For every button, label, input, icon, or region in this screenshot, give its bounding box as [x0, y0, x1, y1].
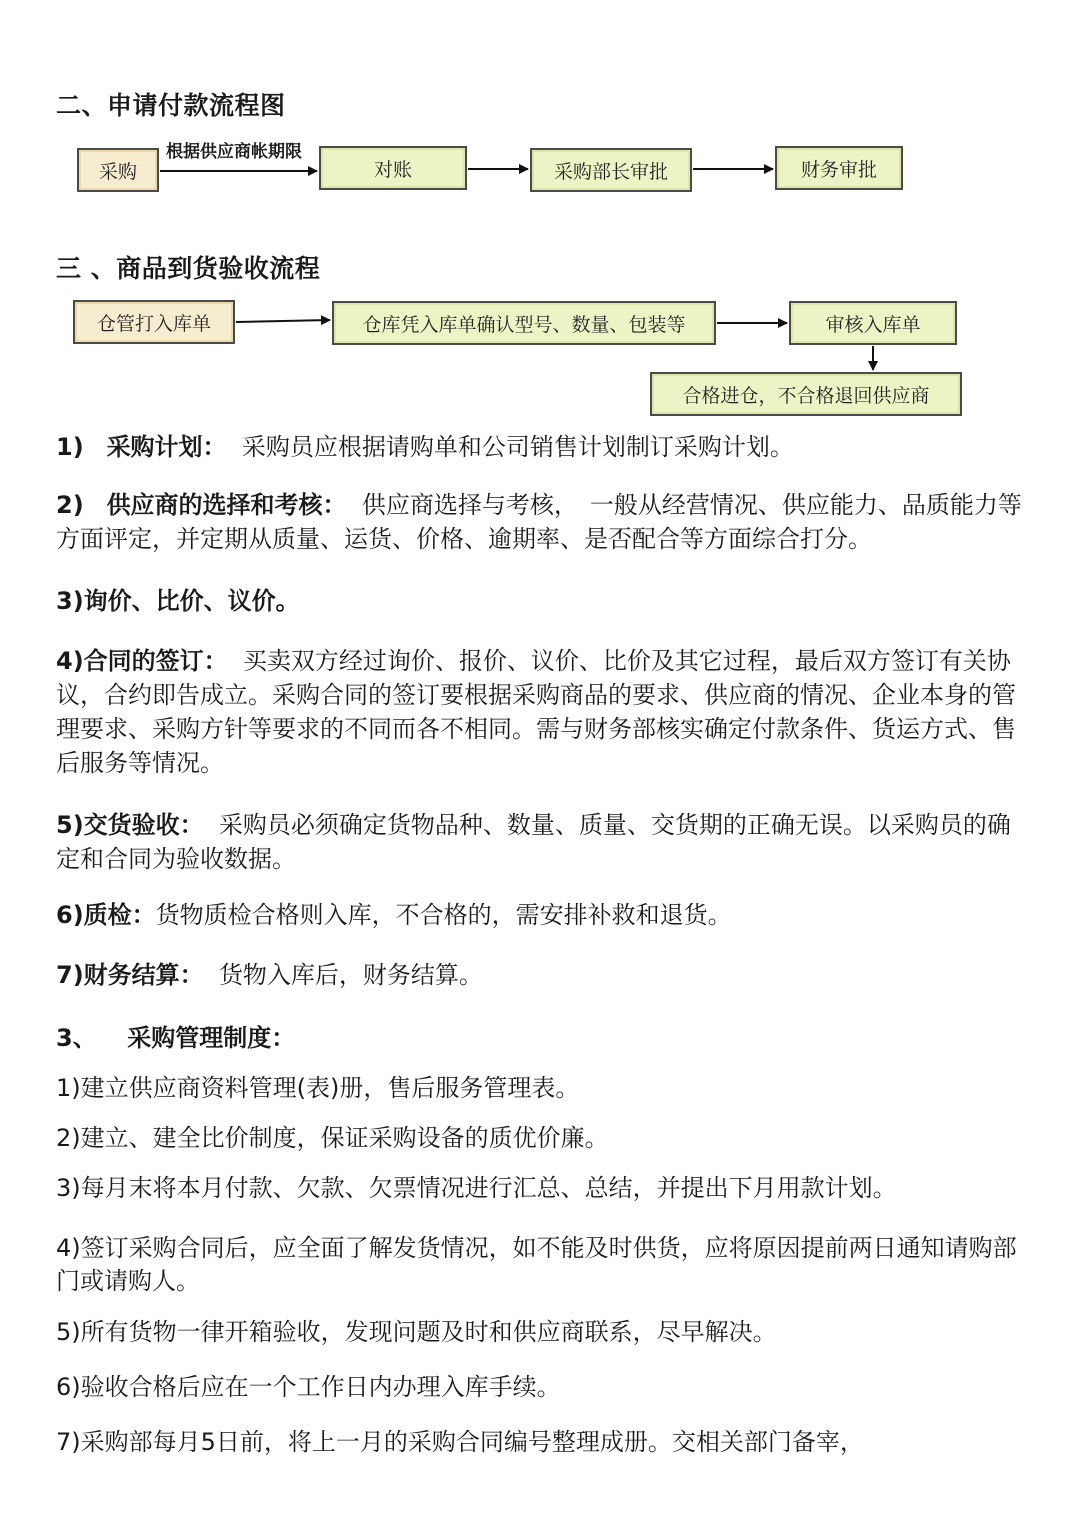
rule-1: 1)建立供应商资料管理(表)册，售后服务管理表。: [56, 1074, 580, 1102]
item-number: 2): [56, 491, 84, 519]
item-7: [56, 958, 1026, 992]
flow-step-review-entry: 审核入库单: [789, 301, 957, 345]
item-number: 1): [56, 433, 84, 461]
item-5: [56, 808, 1026, 876]
item-title: 采购计划：: [106, 433, 227, 461]
item-title: 交货验收：: [83, 811, 204, 839]
flow-step-manager-approval: 采购部长审批: [530, 148, 692, 192]
system-number: 3、: [56, 1024, 97, 1052]
flow-arrow-label: 根据供应商帐期限: [166, 142, 302, 162]
item-text: 供应商选择与考核， 一般从经营情况、供应能力、品质能力等方面评定，并定期从质量、运货、价格、逾期率、是否配合等方面综合打分。: [56, 491, 1022, 553]
item-number: 5): [56, 811, 84, 839]
item-6: [56, 898, 1026, 932]
item-title: 供应商的选择和考核：: [106, 491, 347, 519]
item-number: 7): [56, 961, 84, 989]
item-title: 财务结算：: [83, 961, 204, 989]
item-number: 6): [56, 901, 84, 929]
item-1: [56, 430, 1026, 464]
item-title: 询价、比价、议价。: [83, 587, 300, 615]
item-number: 4): [56, 647, 84, 675]
item-2: [56, 488, 1026, 556]
item-text: 货物质检合格则入库，不合格的，需安排补救和退货。: [155, 901, 732, 929]
item-text: 买卖双方经过询价、报价、议价、比价及其它过程，最后双方签订有关协议，合约即告成立。采购合同的签订要根据采购商品的要求、供应商的情况、企业本身的管理要求、采购方针等要求的不同而各不相同。需与财务部核实确定付款条件、货运方式、售后服务等情况。: [56, 647, 1016, 777]
item-text: 采购员应根据请购单和公司销售计划制订采购计划。: [241, 433, 794, 461]
system-heading: [56, 1021, 1026, 1055]
arrow-4: [236, 320, 330, 322]
item-3: [56, 584, 1026, 618]
item-title: 质检：: [83, 901, 156, 929]
flow-step-finance-approval: 财务审批: [775, 146, 903, 190]
item-4: [56, 644, 1026, 780]
item-title: 合同的签订：: [83, 647, 228, 675]
section2-heading: 二、申请付款流程图: [56, 91, 286, 120]
rule-3: 3)每月末将本月付款、欠款、欠票情况进行汇总、总结，并提出下月用款计划。: [56, 1174, 897, 1202]
rule-7: 7)采购部每月5日前，将上一月的采购合同编号整理成册。交相关部门备宰，: [56, 1428, 864, 1456]
flow-step-confirm-goods: 仓库凭入库单确认型号、数量、包装等: [332, 301, 716, 345]
section3-heading: 三 、商品到货验收流程: [56, 254, 321, 283]
system-title: 采购管理制度：: [127, 1024, 296, 1052]
item-text: 采购员必须确定货物品种、数量、质量、交货期的正确无误。以采购员的确定和合同为验收数据。: [56, 811, 1011, 873]
rule-6: 6)验收合格后应在一个工作日内办理入库手续。: [56, 1373, 561, 1401]
rule-4: 4)签订采购合同后，应全面了解发货情况，如不能及时供货，应将原因提前两日通知请购部门或请购人。: [56, 1234, 1017, 1295]
rule-5: 5)所有货物一律开箱验收，发现问题及时和供应商联系，尽早解决。: [56, 1318, 777, 1346]
item-text: 货物入库后，财务结算。: [218, 961, 483, 989]
flow-step-warehouse-entry: 仓管打入库单: [73, 300, 235, 344]
flow-step-reconcile: 对账: [319, 146, 467, 190]
item-number: 3): [56, 587, 84, 615]
rule-2: 2)建立、建全比价制度，保证采购设备的质优价廉。: [56, 1124, 609, 1152]
flow-step-accept-or-return: 合格进仓，不合格退回供应商: [650, 372, 962, 416]
flow-step-purchase: 采购: [77, 148, 159, 192]
flow-arrows: [0, 0, 1080, 430]
